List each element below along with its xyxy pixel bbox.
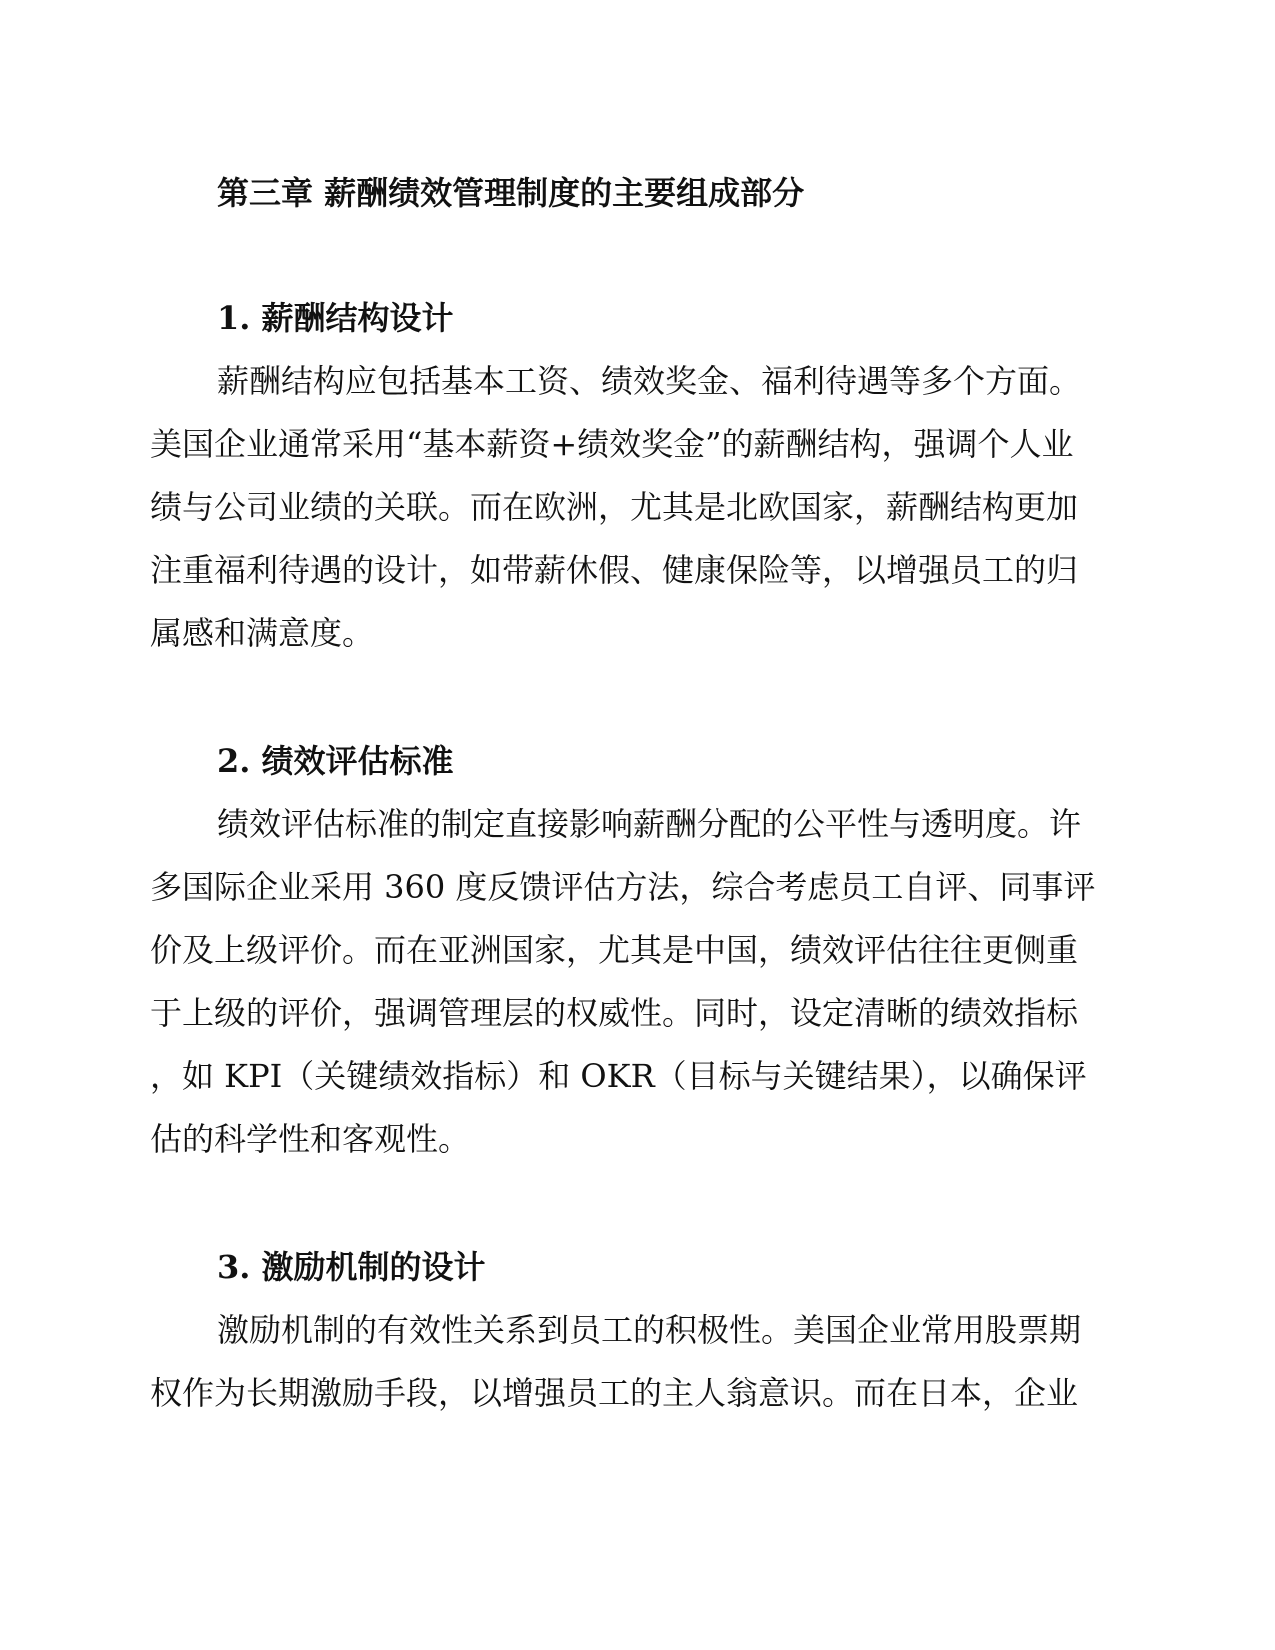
paragraph-line: 激励机制的有效性关系到员工的积极性。美国企业常用股票期	[217, 1311, 1082, 1349]
section-heading-performance-criteria: 2. 绩效评估标准	[217, 742, 454, 780]
paragraph-line: 于上级的评价，强调管理层的权威性。同时，设定清晰的绩效指标	[150, 994, 1079, 1032]
paragraph-line: 薪酬结构应包括基本工资、绩效奖金、福利待遇等多个方面。	[217, 362, 1082, 400]
paragraph-line: 绩效评估标准的制定直接影响薪酬分配的公平性与透明度。许	[217, 805, 1082, 843]
paragraph-line: 估的科学性和客观性。	[150, 1120, 471, 1158]
paragraph-line: ，如 KPI（关键绩效指标）和 OKR（目标与关键结果），以确保评	[150, 1057, 1087, 1095]
paragraph-line: 绩与公司业绩的关联。而在欧洲，尤其是北欧国家，薪酬结构更加	[150, 488, 1079, 526]
paragraph-line: 注重福利待遇的设计，如带薪休假、健康保险等，以增强员工的归	[150, 551, 1079, 589]
paragraph-line: 属感和满意度。	[150, 614, 375, 652]
paragraph-line: 权作为长期激励手段，以增强员工的主人翁意识。而在日本，企业	[150, 1374, 1079, 1412]
section-heading-incentive-mechanism: 3. 激励机制的设计	[217, 1248, 486, 1286]
paragraph-line: 多国际企业采用 360 度反馈评估方法，综合考虑员工自评、同事评	[150, 868, 1096, 906]
paragraph-line: 美国企业通常采用“基本薪资+绩效奖金”的薪酬结构，强调个人业	[150, 425, 1074, 463]
section-heading-salary-structure: 1. 薪酬结构设计	[217, 299, 454, 337]
chapter-title: 第三章 薪酬绩效管理制度的主要组成部分	[217, 174, 805, 212]
paragraph-line: 价及上级评价。而在亚洲国家，尤其是中国，绩效评估往往更侧重	[150, 931, 1079, 969]
